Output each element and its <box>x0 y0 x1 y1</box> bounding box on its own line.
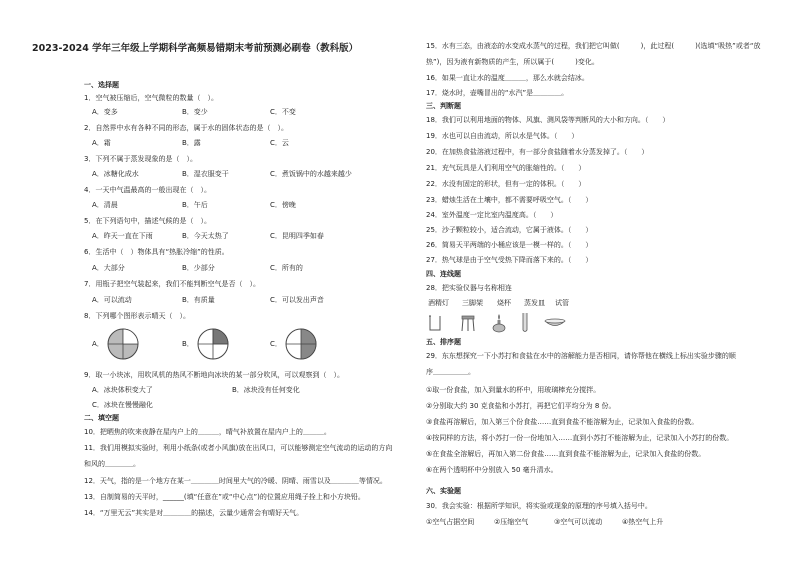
question-7: 7．用瓶子把空气装起来，我们不能判断空气是否（ ）。 <box>84 280 260 288</box>
question-27: 27．热气球是由于空气受热下降而落下来的。（ ） <box>426 256 593 264</box>
q3-option-a: A．冰糖化成水 <box>92 170 139 178</box>
principle-option-3: ③空气可以流动 <box>554 518 603 526</box>
cloud-cover-quarter-icon <box>196 327 230 361</box>
q6-option-a: A．大部分 <box>92 264 125 272</box>
question-26: 26．简易天平两端的小桶应该是一模一样的。（ ） <box>426 241 593 249</box>
section-order: 五、排序题 <box>426 338 461 346</box>
question-3: 3．下列不属于蒸发现象的是（ ）。 <box>84 155 197 163</box>
q9-option-b: B．冰块没有任何变化 <box>232 386 300 394</box>
q7-option-c: C．可以发出声音 <box>270 296 324 304</box>
cloud-cover-full-icon <box>106 327 140 361</box>
question-16: 16．如果一直让水的温度＿＿＿，那么水就会结冰。 <box>426 74 589 82</box>
tripod-icon <box>460 314 476 332</box>
step-5: ⑤在食盐全溶解后，再加入第二份食盐……直到食盐不能溶解为止，记录加入食盐的份数。 <box>426 450 706 458</box>
question-13: 13．自制简易的天平时，______(填“任意在”或“中心点”)的位置应用绳子拴上和小方块铅。 <box>84 493 365 501</box>
question-6: 6．生活中（ ）物体具有“热胀冷缩”的性质。 <box>84 248 229 256</box>
question-2: 2．自然界中水有各种不同的形态，属于水的固体状态的是（ ）。 <box>84 124 288 132</box>
question-4: 4．一天中气温最高的一般出现在（ ）。 <box>84 186 211 194</box>
question-8: 8．下列哪个图形表示晴天（ ）。 <box>84 312 190 320</box>
question-28: 28．把实验仪器与名称相连 <box>426 284 512 292</box>
q5-option-b: B．今天太热了 <box>182 232 229 240</box>
cloud-cover-half-icon <box>284 327 318 361</box>
q3-option-c: C．煮饭锅中的水越来越少 <box>270 170 352 178</box>
q7-option-b: B．有质量 <box>182 296 215 304</box>
step-1: ①取一份食盐，加入到量水的杯中，用玻璃棒充分搅拌。 <box>426 386 601 394</box>
instrument-name-1: 酒精灯 <box>428 299 449 307</box>
question-24: 24．室外温度一定比室内温度高。（ ） <box>426 211 558 219</box>
page-title: 2023-2024 学年三年级上学期科学高频易错期末考前预测必刷卷（教科版） <box>32 43 359 54</box>
q2-option-b: B．露 <box>182 139 201 147</box>
section-experiment: 六、实验题 <box>426 487 461 495</box>
q6-option-b: B．少部分 <box>182 264 215 272</box>
question-10: 10．把晒焦的吹来夜静在屋内户上的＿＿＿，晴气补放置在屋内户上的＿＿＿。 <box>84 428 331 436</box>
q4-option-c: C．傍晚 <box>270 201 296 209</box>
q1-option-a: A．变多 <box>92 108 118 116</box>
principle-option-2: ②压缩空气 <box>494 518 529 526</box>
section-choice: 一、选择题 <box>84 81 119 89</box>
question-17: 17．烧水时，壶嘴冒出的“水汽”是＿＿＿＿。 <box>426 89 569 97</box>
q6-option-c: C．所有的 <box>270 264 303 272</box>
question-22: 22．水没有固定的形状，但有一定的体积。（ ） <box>426 180 586 188</box>
beaker-icon <box>428 314 442 332</box>
test-tube-icon <box>520 312 530 334</box>
principle-option-1: ①空气占据空间 <box>426 518 475 526</box>
question-12: 12．天气，指的是一个地方在某一＿＿＿＿时间里大气的冷暖、阴晴、雨雪以及＿＿＿＿等情况。 <box>84 477 387 485</box>
q5-option-c: C．昆明四季如春 <box>270 232 324 240</box>
q8-option-c: C． <box>270 340 282 348</box>
q9-option-a: A．冰块体积变大了 <box>92 386 153 394</box>
step-6: ⑥在两个透明杯中分别放入 50 毫升清水。 <box>426 466 558 474</box>
question-18: 18．我们可以利用地面的物体、风旗、测风袋等判断风的大小和方向。（ ） <box>426 116 670 124</box>
section-judge: 三、判断题 <box>426 102 461 110</box>
q8-option-b: B． <box>182 340 194 348</box>
question-19: 19．水也可以自由流动，所以水是气体。（ ） <box>426 132 579 140</box>
section-match: 四、连线题 <box>426 270 461 278</box>
instrument-name-3: 烧杯 <box>497 299 511 307</box>
question-15: 15．水有三态，由液态的水变成水蒸气的过程，我们把它叫做( )，此过程( )(选填“吸热”或者“放 <box>426 42 761 50</box>
instrument-name-5: 试管 <box>555 299 569 307</box>
question-21: 21．充气玩具是人们利用空气的胀缩性的。（ ） <box>426 164 586 172</box>
alcohol-lamp-icon <box>491 313 507 333</box>
principle-option-4: ④热空气上升 <box>622 518 664 526</box>
q3-option-b: B．湿衣服变干 <box>182 170 229 178</box>
question-20: 20．在加热食盐溶液过程中，有一部分食盐随着水分蒸发掉了。（ ） <box>426 148 649 156</box>
question-15-cont: 热”)，因为液有新物质的产生，所以属于( )变化。 <box>426 58 599 66</box>
step-4: ④按同样的方法，将小苏打一份一份地加入……直到小苏打不能溶解为止，记录加入小苏打的份数。 <box>426 434 734 442</box>
question-25: 25．沙子颗粒较小，适合流动，它属于液体。（ ） <box>426 226 593 234</box>
q2-option-c: C．云 <box>270 139 289 147</box>
instrument-name-4: 蒸发皿 <box>524 299 545 307</box>
q9-option-c: C．冰块在慢慢融化 <box>92 401 153 409</box>
evaporating-dish-icon <box>544 318 566 328</box>
q1-option-b: B．变少 <box>182 108 208 116</box>
q7-option-a: A．可以流动 <box>92 296 132 304</box>
q4-option-b: B．午后 <box>182 201 208 209</box>
step-2: ②分别取大约 30 克食盐和小苏打，再把它们平均分为 8 份。 <box>426 402 616 410</box>
question-9: 9．取一小块冰，用吹风机的热风不断地向冰块的某一部分吹风，可以观察到（ ）。 <box>84 371 344 379</box>
question-23: 23．蜡烛生活在土壤中，都不需要呼吸空气。（ ） <box>426 196 593 204</box>
question-11: 11．我们用模拟实验时，利用小纸条(或者小风旗)放在出风口，可以能够测定空气流动的运动的方向 <box>84 444 393 452</box>
q5-option-a: A．昨天一直在下雨 <box>92 232 153 240</box>
question-11-cont: 和风的＿＿＿＿。 <box>84 460 140 468</box>
section-fill: 二、填空题 <box>84 414 119 422</box>
q2-option-a: A．霜 <box>92 139 111 147</box>
question-29-cont: 序＿＿＿＿＿。 <box>426 368 475 376</box>
question-5: 5．在下列语句中，描述气候的是（ ）。 <box>84 217 211 225</box>
q1-option-c: C．不变 <box>270 108 296 116</box>
q8-option-a: A． <box>92 340 104 348</box>
question-1: 1．空气被压缩后，空气微粒的数量（ ）。 <box>84 94 218 102</box>
question-29: 29．东东想探究一下小苏打和食盐在水中的溶解能力是否相同，请你帮他在横线上标出实验步骤的顺 <box>426 352 736 360</box>
q4-option-a: A．清晨 <box>92 201 118 209</box>
instrument-name-2: 三脚架 <box>462 299 483 307</box>
step-3: ③食盐再溶解后，加入第三个份食盐……直到食盐不能溶解为止，记录加入食盐的份数。 <box>426 418 699 426</box>
question-14: 14．“万里无云”其实是对＿＿＿＿的描述，云量少通常会有晴好天气。 <box>84 509 304 517</box>
question-30: 30．我会实验：根据所学知识，将实验或现象的原理的序号填入括号中。 <box>426 502 652 510</box>
